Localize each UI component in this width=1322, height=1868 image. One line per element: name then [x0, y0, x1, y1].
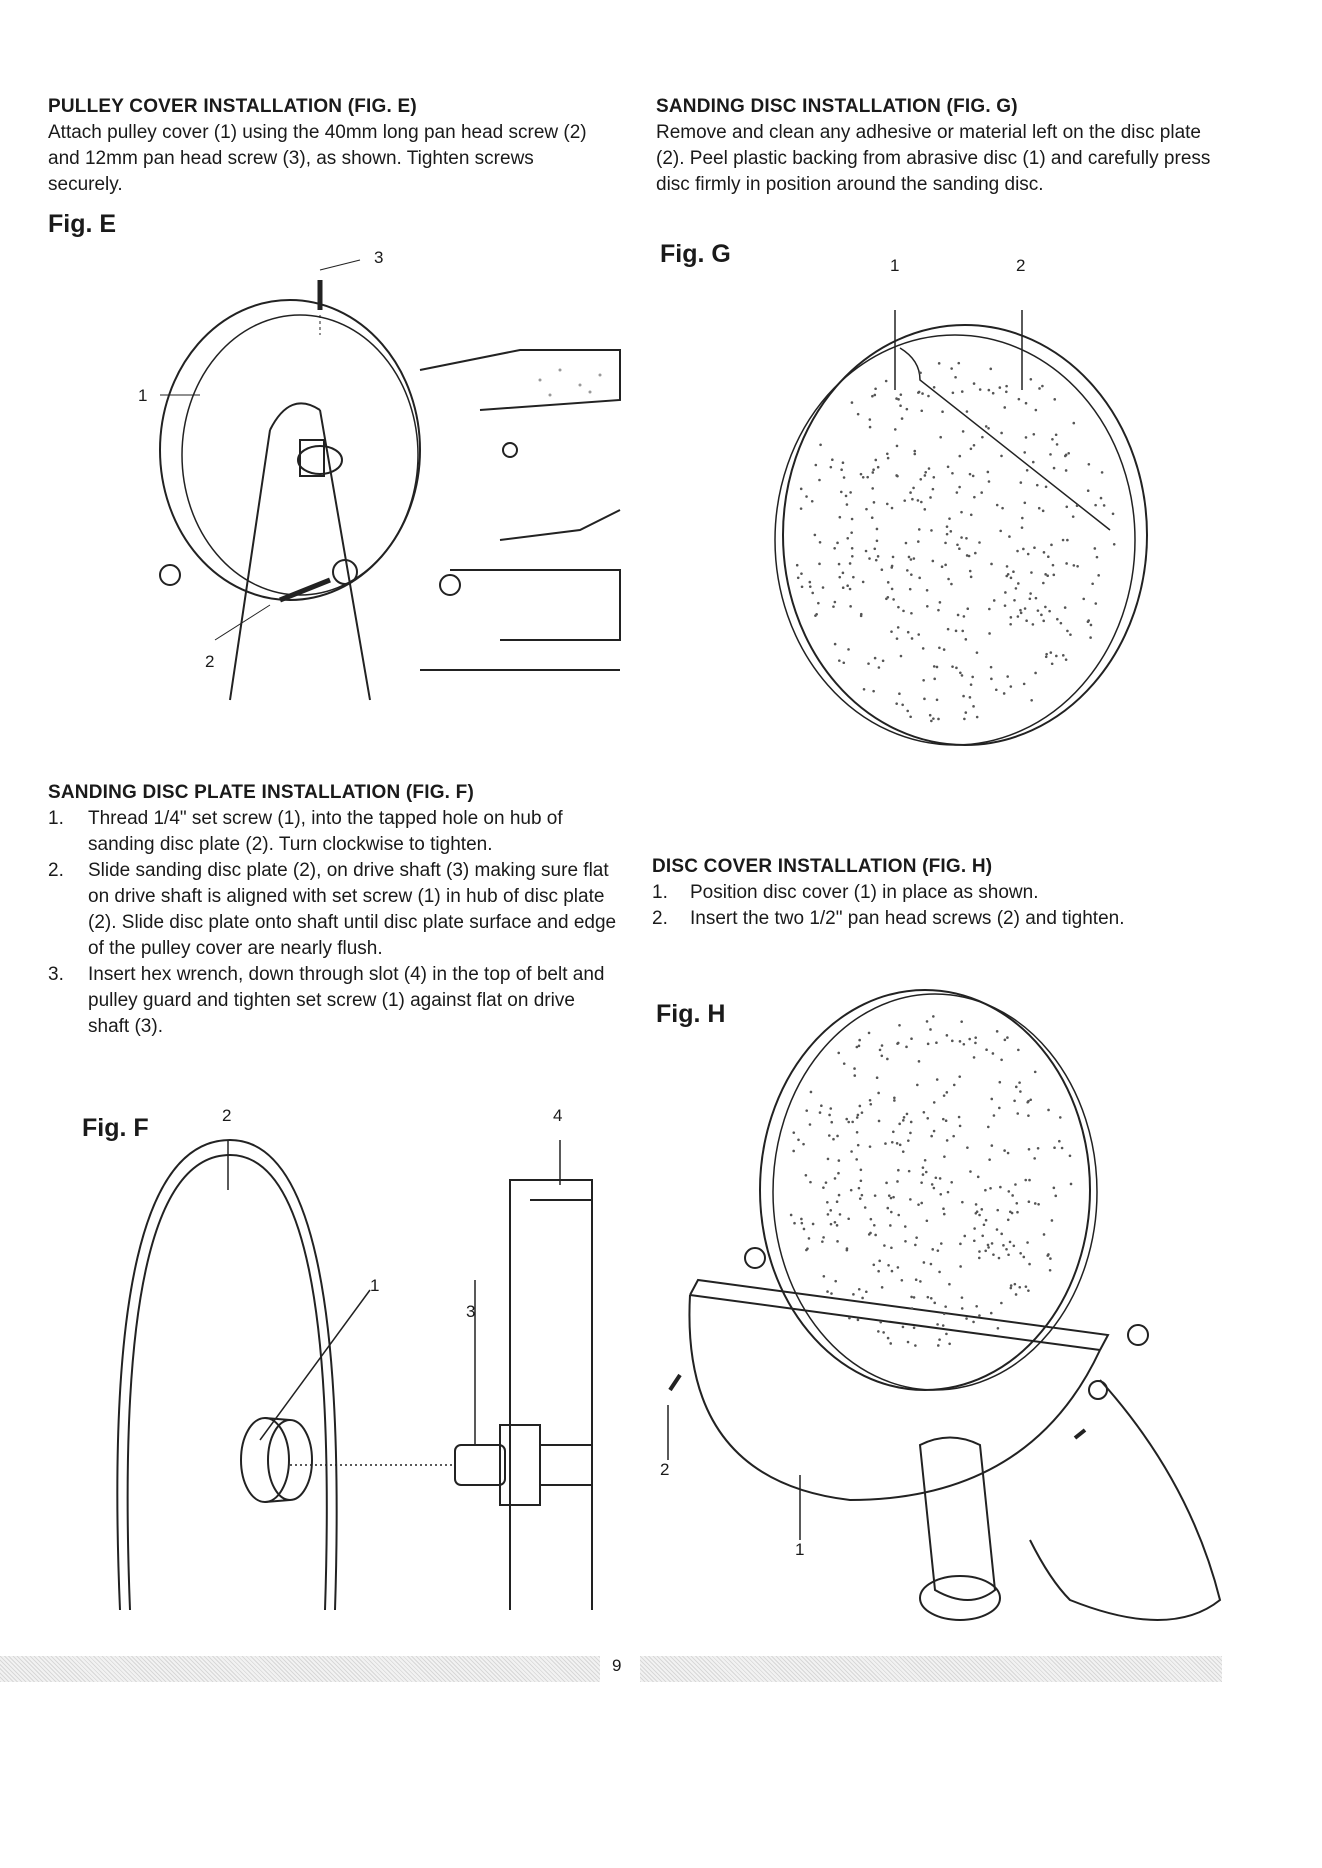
fig-e-label: Fig. E [48, 210, 117, 238]
fig-f-label: Fig. F [82, 1114, 149, 1142]
footer-band-left [0, 1656, 600, 1682]
fig-h-label: Fig. H [656, 1000, 726, 1028]
disc-cover-title: DISC COVER INSTALLATION (FIG. H) [652, 856, 993, 877]
disc-plate-step: 2. Slide sanding disc plate (2), on drive shaft (3) making sure flat on drive shaft is aligned with set screw (1) in hub of disc plate (2). Slide disc plate onto shaft until disc plate surface and edge of the pulley cover are nearly flush. [48, 860, 617, 959]
fig-g-callout-1: 1 [890, 256, 900, 275]
fig-e-callout-2: 2 [205, 652, 215, 671]
fig-h-callout-2: 2 [660, 1460, 670, 1479]
fig-e-illustration [120, 240, 640, 720]
disc-cover-steps [652, 880, 1272, 932]
footer-band-right [640, 1656, 1222, 1682]
fig-g-callout-2: 2 [1016, 256, 1026, 275]
pulley-cover-title: PULLEY COVER INSTALLATION (FIG. E) [48, 96, 417, 117]
disc-cover-step: 2. Insert the two 1/2" pan head screws (2) and tighten. [652, 908, 1125, 929]
disc-plate-step: 1. Thread 1/4" set screw (1), into the tapped hole on hub of sanding disc plate (2). Turn clockwise to tighten. [48, 808, 563, 855]
fig-g-illustration [760, 300, 1160, 760]
fig-f-callout-1: 1 [370, 1276, 380, 1295]
disc-cover-step: 1. Position disc cover (1) in place as shown. [652, 882, 1039, 903]
fig-f-callout-2: 2 [222, 1106, 232, 1125]
fig-f-callout-4: 4 [553, 1106, 563, 1125]
fig-f-illustration [100, 1130, 620, 1610]
fig-f-callout-3: 3 [466, 1302, 476, 1321]
pulley-cover-text: Attach pulley cover (1) using the 40mm long pan head screw (2) and 12mm pan head screw (3), as shown. Tighten screws securely. [48, 122, 587, 195]
fig-e-callout-1: 1 [138, 386, 148, 405]
sanding-disc-text: Remove and clean any adhesive or material left on the disc plate (2). Peel plastic backing from abrasive disc (1) and carefully press disc firmly in position around the sanding disc. [656, 122, 1211, 195]
fig-e-callout-3: 3 [374, 248, 384, 267]
disc-plate-steps [48, 806, 618, 1040]
fig-h-illustration [650, 980, 1230, 1640]
sanding-disc-title: SANDING DISC INSTALLATION (FIG. G) [656, 96, 1018, 117]
fig-g-label: Fig. G [660, 240, 731, 268]
page-number: 9 [612, 1656, 622, 1675]
disc-plate-title: SANDING DISC PLATE INSTALLATION (FIG. F) [48, 782, 474, 803]
disc-plate-step: 3. Insert hex wrench, down through slot (4) in the top of belt and pulley guard and tighten set screw (1) against flat on drive shaft (3). [48, 964, 605, 1037]
fig-h-callout-1: 1 [795, 1540, 805, 1559]
